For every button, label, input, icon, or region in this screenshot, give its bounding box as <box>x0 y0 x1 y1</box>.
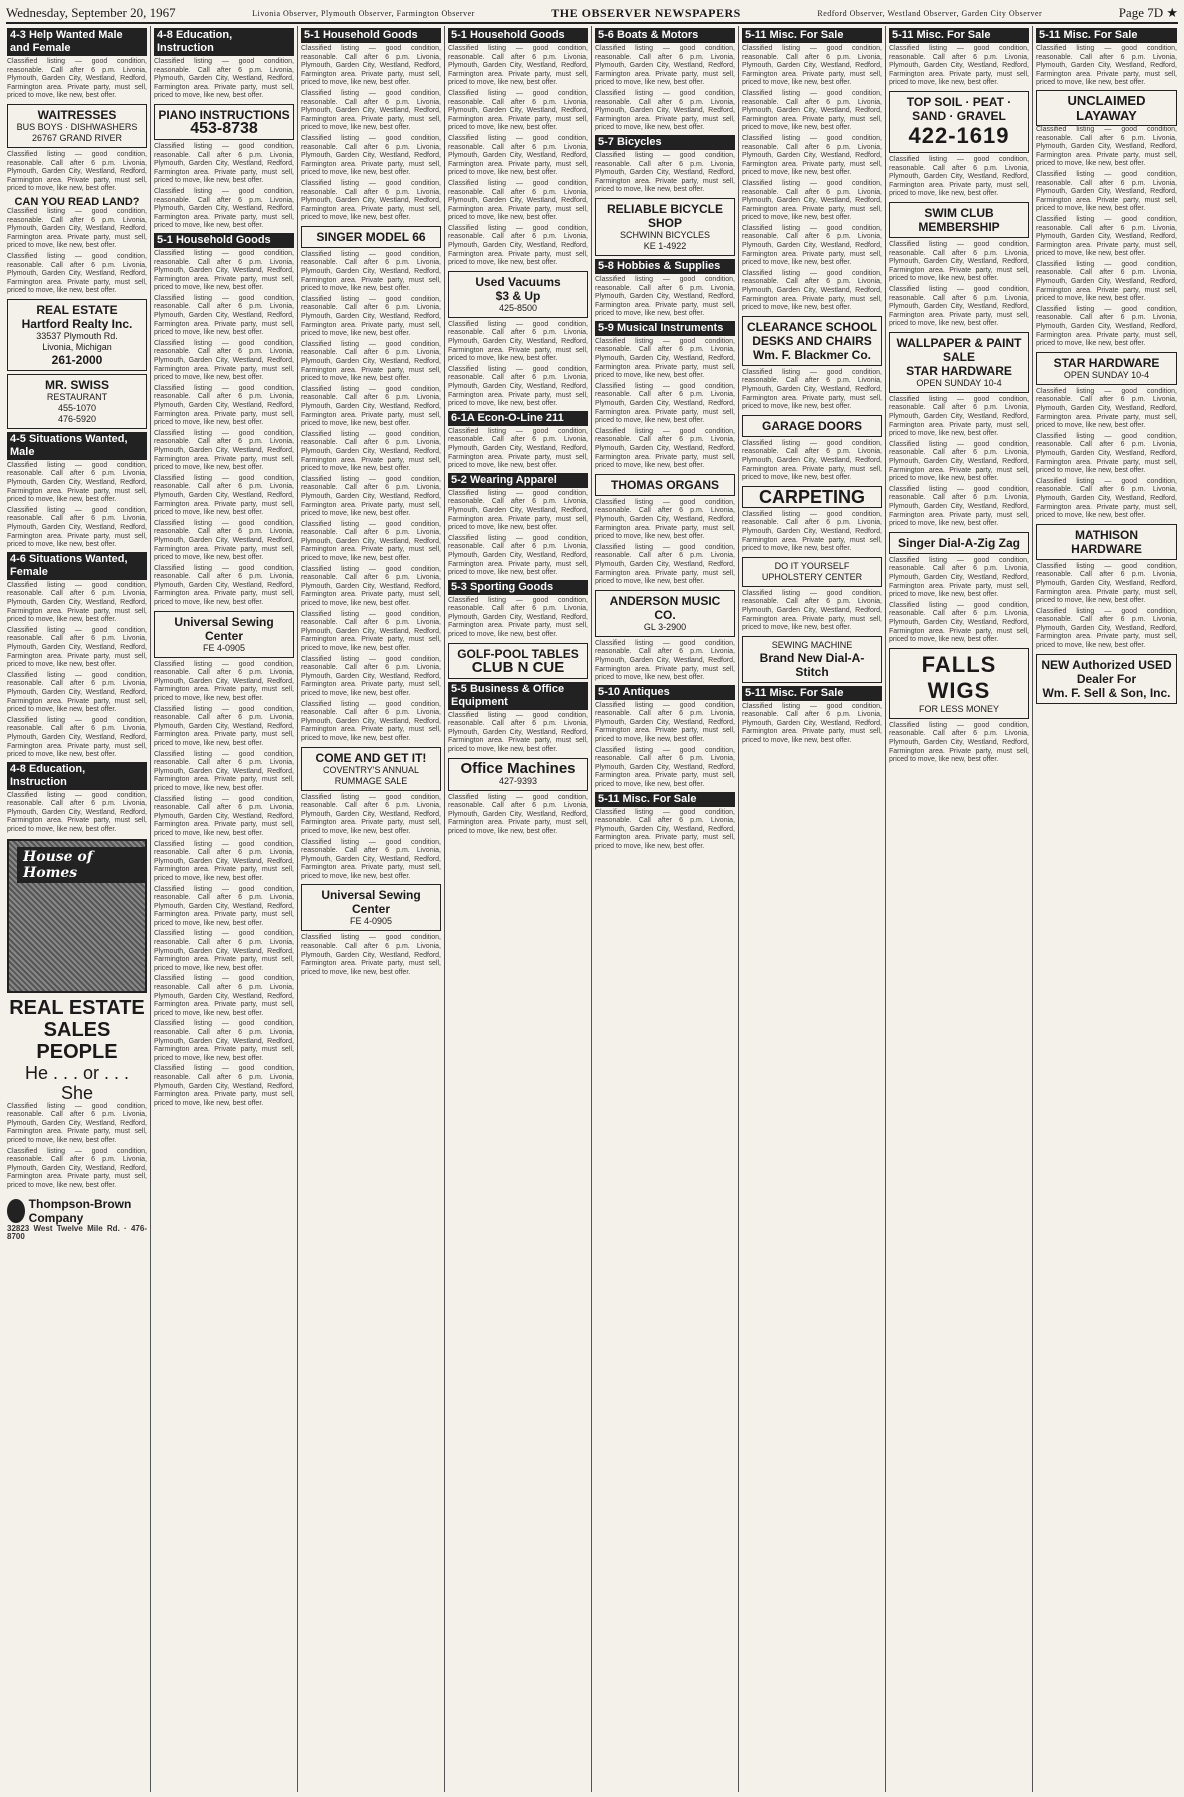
ad-company: Hartford Realty Inc. <box>21 316 133 331</box>
masthead-left-small: Livonia Observer, Plymouth Observer, Farmington Observer <box>252 8 475 18</box>
ad-text: Classified listing — good condition, reasonable. Call after 6 p.m. Livonia, Plymouth, Garden City, Westland, Redford, Farmington area. Private party, must sell, priced to move, like new, best offer. <box>595 498 735 541</box>
ad-text: Classified listing — good condition, reasonable. Call after 6 p.m. Livonia, Plymouth, Garden City, Westland, Redford, Farmington area. Private party, must sell, priced to move, like new, best offer. <box>1036 387 1177 430</box>
ad-text: Classified listing — good condition, reasonable. Call after 6 p.m. Livonia, Plymouth, Garden City, Westland, Redford, Farmington area. Private party, must sell, priced to move, like new, best offer. <box>7 252 147 295</box>
section-header: 5-5 Business & Office Equipment <box>448 682 588 710</box>
ad-title: ANDERSON MUSIC CO. <box>609 593 721 622</box>
falls-wigs-ad <box>889 648 1029 719</box>
ad-text: Classified listing — good condition, reasonable. Call after 6 p.m. Livonia, Plymouth, Garden City, Westland, Redford, Farmington area. Private party, must sell, priced to move, like new, best offer. <box>154 294 294 337</box>
ad-title: Universal Sewing Center <box>174 614 274 643</box>
ad-title: SALES PEOPLE <box>36 1018 118 1063</box>
ad-text: Classified listing — good condition, reasonable. Call after 6 p.m. Livonia, Plymouth, Garden City, Westland, Redford, Farmington area. Private party, must sell, priced to move, like new, best offer. <box>889 721 1029 764</box>
ad-text: Classified listing — good condition, reasonable. Call after 6 p.m. Livonia, Plymouth, Garden City, Westland, Redford, Farmington area. Private party, must sell, priced to move, like new, best offer. <box>742 269 882 312</box>
ad-title: NEW Authorized USED Dealer For <box>1041 657 1172 686</box>
section-header: 5-11 Misc. For Sale <box>595 792 735 807</box>
section-header: 5-1 Household Goods <box>448 28 588 43</box>
ad-text: Classified listing — good condition, reasonable. Call after 6 p.m. Livonia, Plymouth, Garden City, Westland, Redford, Farmington area. Private party, must sell, priced to move, like new, best offer. <box>154 384 294 427</box>
ad-phone: FE 4-0905 <box>202 642 246 653</box>
ad-title: COME AND GET IT! <box>315 750 427 765</box>
waitresses-ad <box>7 104 147 148</box>
ford-dealer-ad <box>1036 654 1177 704</box>
ad-text: Classified listing — good condition, reasonable. Call after 6 p.m. Livonia, Plymouth, Garden City, Westland, Redford, Farmington area. Private party, must sell, priced to move, like new, best offer. <box>154 1065 294 1107</box>
ad-text: Classified listing — good condition, reasonable. Call after 6 p.m. Livonia, Plymouth, Garden City, Westland, Redford, Farmington area. Private party, must sell, priced to move, like new, best offer. <box>1036 260 1177 303</box>
ad-title: CLEARANCE SCHOOL DESKS AND CHAIRS <box>746 319 877 348</box>
ad-text: Classified listing — good condition, reasonable. Call after 6 p.m. Livonia, Plymouth, Garden City, Westland, Redford, Farmington area. Private party, must sell, priced to move, like new, best offer. <box>301 340 441 383</box>
ad-text: Classified listing — good condition, reasonable. Call after 6 p.m. Livonia, Plymouth, Garden City, Westland, Redford, Farmington area. Private party, must sell, priced to move, like new, best offer. <box>7 1102 147 1145</box>
ad-text: Classified listing — good condition, reasonable. Call after 6 p.m. Livonia, Plymouth, Garden City, Westland, Redford, Farmington area. Private party, must sell, priced to move, like new, best offer. <box>595 701 735 744</box>
column-2 <box>151 26 298 1792</box>
ad-text: Classified listing — good condition, reasonable. Call after 6 p.m. Livonia, Plymouth, Garden City, Westland, Redford, Farmington area. Private party, must sell, priced to move, like new, best offer. <box>7 671 147 714</box>
ad-text: Classified listing — good condition, reasonable. Call after 6 p.m. Livonia, Plymouth, Garden City, Westland, Redford, Farmington area. Private party, must sell, priced to move, like new, best offer. <box>7 581 147 624</box>
ad-title: Used Vacuums <box>475 274 561 289</box>
ad-company: Wm. F. Sell & Son, Inc. <box>1042 685 1171 700</box>
ad-phone: 425-8500 <box>498 302 538 313</box>
ad-text: Classified listing — good condition, reasonable. Call after 6 p.m. Livonia, Plymouth, Garden City, Westland, Redford, Farmington area. Private party, must sell, priced to move, like new, best offer. <box>301 700 441 742</box>
ad-title: Universal Sewing Center <box>321 888 421 917</box>
ad-text: Classified listing — good condition, reasonable. Call after 6 p.m. Livonia, Plymouth, Garden City, Westland, Redford, Farmington area. Private party, must sell, priced to move, like new, best offer. <box>154 795 294 837</box>
thompson-brown-logo <box>7 1197 147 1225</box>
ad-text: Classified listing — good condition, reasonable. Call after 6 p.m. Livonia, Plymouth, Garden City, Westland, Redford, Farmington area. Private party, must sell, priced to move, like new, best offer. <box>448 427 588 470</box>
ad-title: STAR HARDWARE <box>1053 355 1160 370</box>
ad-subtitle: OPEN SUNDAY 10-4 <box>1063 369 1150 380</box>
ad-address: 26767 GRAND RIVER <box>31 132 123 143</box>
swim-club-ad <box>889 202 1029 238</box>
ad-text: Classified listing — good condition, reasonable. Call after 6 p.m. Livonia, Plymouth, Garden City, Westland, Redford, Farmington area. Private party, must sell, priced to move, like new, best offer. <box>742 134 882 177</box>
ad-text: Classified listing — good condition, reasonable. Call after 6 p.m. Livonia, Plymouth, Garden City, Westland, Redford, Farmington area. Private party, must sell, priced to move, like new, best offer. <box>595 382 735 425</box>
wallpaper-ad <box>889 332 1029 393</box>
ad-text: Classified listing — good condition, reasonable. Call after 6 p.m. Livonia, Plymouth, Garden City, Westland, Redford, Farmington area. Private party, must sell, priced to move, like new, best offer. <box>7 150 147 193</box>
ad-text: Classified listing — good condition, reasonable. Call after 6 p.m. Livonia, Plymouth, Garden City, Westland, Redford, Farmington area. Private party, must sell, priced to move, like new, best offer. <box>889 155 1029 198</box>
column-3 <box>298 26 445 1792</box>
ad-subtitle: OPEN SUNDAY 10-4 <box>916 377 1002 388</box>
ad-title: RELIABLE BICYCLE SHOP <box>606 201 723 230</box>
ad-price: $3 & Up <box>495 288 541 303</box>
ad-phone: KE 1-4922 <box>643 240 687 251</box>
office-machines-ad <box>448 758 588 791</box>
section-header: 5-1 Household Goods <box>154 233 294 248</box>
ad-text: Classified listing — good condition, reasonable. Call after 6 p.m. Livonia, Plymouth, Garden City, Westland, Redford, Farmington area. Private party, must sell, priced to move, like new, best offer. <box>1036 562 1177 605</box>
ad-text: Classified listing — good condition, reasonable. Call after 6 p.m. Livonia, Plymouth, Garden City, Westland, Redford, Farmington area. Private party, must sell, priced to move, like new, best offer. <box>889 45 1029 87</box>
ad-text: Classified listing — good condition, reasonable. Call after 6 p.m. Livonia, Plymouth, Garden City, Westland, Redford, Farmington area. Private party, must sell, priced to move, like new, best offer. <box>595 151 735 194</box>
ad-text: Classified listing — good condition, reasonable. Call after 6 p.m. Livonia, Plymouth, Garden City, Westland, Redford, Farmington area. Private party, must sell, priced to move, like new, best offer. <box>1036 215 1177 258</box>
column-6 <box>739 26 886 1792</box>
page-number: Page 7D ★ <box>1118 5 1178 20</box>
coventry-rummage-ad <box>301 747 441 791</box>
ad-text: Classified listing — good condition, reasonable. Call after 6 p.m. Livonia, Plymouth, Garden City, Westland, Redford, Farmington area. Private party, must sell, priced to move, like new, best offer. <box>595 275 735 318</box>
house-of-homes-photo <box>7 839 147 993</box>
garage-doors-ad <box>742 415 882 437</box>
tb-address: 32823 West Twelve Mile Rd. · 476-8700 <box>7 1223 147 1242</box>
ad-text: Classified listing — good condition, reasonable. Call after 6 p.m. Livonia, Plymouth, Garden City, Westland, Redford, Farmington area. Private party, must sell, priced to move, like new, best offer. <box>301 793 441 835</box>
masthead-title: THE OBSERVER NEWSPAPERS <box>551 5 741 20</box>
ad-text: Classified listing — good condition, reasonable. Call after 6 p.m. Livonia, Plymouth, Garden City, Westland, Redford, Farmington area. Private party, must sell, priced to move, like new, best offer. <box>7 626 147 669</box>
ad-company: STAR HARDWARE <box>906 363 1012 378</box>
top-soil-ad <box>889 91 1029 153</box>
ad-text: Classified listing — good condition, reasonable. Call after 6 p.m. Livonia, Plymouth, Garden City, Westland, Redford, Farmington area. Private party, must sell, priced to move, like new, best offer. <box>7 1147 147 1189</box>
ad-title: TOP SOIL · PEAT · SAND · GRAVEL <box>906 94 1012 123</box>
ad-title: WALLPAPER & PAINT SALE <box>896 335 1022 364</box>
ad-text: Classified listing — good condition, reasonable. Call after 6 p.m. Livonia, Plymouth, Garden City, Westland, Redford, Farmington area. Private party, must sell, priced to move, like new, best offer. <box>154 519 294 562</box>
ad-subtitle: FOR LESS MONEY <box>918 703 999 714</box>
sewing-center-ad <box>154 611 294 658</box>
section-header: 5-7 Bicycles <box>595 135 735 150</box>
section-header: 5-9 Musical Instruments <box>595 321 735 336</box>
masthead-right-small: Redford Observer, Westland Observer, Garden City Observer <box>817 8 1043 18</box>
section-header: 5-11 Misc. For Sale <box>1036 28 1177 43</box>
ad-text: Classified listing — good condition, reasonable. Call after 6 p.m. Livonia, Plymouth, Garden City, Westland, Redford, Farmington area. Private party, must sell, priced to move, like new, best offer. <box>742 224 882 267</box>
ad-text: Classified listing — good condition, reasonable. Call after 6 p.m. Livonia, Plymouth, Garden City, Westland, Redford, Farmington area. Private party, must sell, priced to move, like new, best offer. <box>448 179 588 222</box>
ad-text: Classified listing — good condition, reasonable. Call after 6 p.m. Livonia, Plymouth, Garden City, Westland, Redford, Farmington area. Private party, must sell, priced to move, like new, best offer. <box>301 45 441 87</box>
ad-text: Classified listing — good condition, reasonable. Call after 6 p.m. Livonia, Plymouth, Garden City, Westland, Redford, Farmington area. Private party, must sell, priced to move, like new, best offer. <box>595 89 735 132</box>
ad-phone: FE 4-0905 <box>349 916 393 927</box>
ad-title: SWIM CLUB MEMBERSHIP <box>918 205 1000 234</box>
section-header: 4-3 Help Wanted Male and Female <box>7 28 147 56</box>
ad-text: Classified listing — good condition, reasonable. Call after 6 p.m. Livonia, Plymouth, Garden City, Westland, Redford, Farmington area. Private party, must sell, priced to move, like new, best offer. <box>448 89 588 132</box>
column-1 <box>4 26 151 1792</box>
ad-text: Classified listing — good condition, reasonable. Call after 6 p.m. Livonia, Plymouth, Garden City, Westland, Redford, Farmington area. Private party, must sell, priced to move, like new, best offer. <box>154 249 294 292</box>
reliable-bicycle-ad <box>595 198 735 256</box>
ad-text: Classified listing — good condition, reasonable. Call after 6 p.m. Livonia, Plymouth, Garden City, Westland, Redford, Farmington area. Private party, must sell, priced to move, like new, best offer. <box>595 639 735 682</box>
ad-text: Classified listing — good condition, reasonable. Call after 6 p.m. Livonia, Plymouth, Garden City, Westland, Redford, Farmington area. Private party, must sell, priced to move, like new, best offer. <box>154 564 294 607</box>
ad-title: REAL ESTATE <box>9 996 145 1019</box>
ad-text: Classified listing — good condition, reasonable. Call after 6 p.m. Livonia, Plymouth, Garden City, Westland, Redford, Farmington area. Private party, must sell, priced to move, like new, best offer. <box>889 601 1029 644</box>
ad-title: THOMAS ORGANS <box>611 477 719 492</box>
ad-text: Classified listing — good condition, reasonable. Call after 6 p.m. Livonia, Plymouth, Garden City, Westland, Redford, Farmington area. Private party, must sell, priced to move, like new, best offer. <box>301 610 441 652</box>
tb-logo-icon <box>7 1199 25 1223</box>
ad-text: Classified listing — good condition, reasonable. Call after 6 p.m. Livonia, Plymouth, Garden City, Westland, Redford, Farmington area. Private party, must sell, priced to move, like new, best offer. <box>301 565 441 608</box>
ad-address: 33537 Plymouth Rd. <box>36 330 118 341</box>
ad-title: PIANO INSTRUCTIONS <box>158 107 290 122</box>
ad-title: GARAGE DOORS <box>761 418 862 433</box>
section-header: 6-1A Econ-O-Line 211 <box>448 411 588 426</box>
upholstery-ad <box>742 557 882 587</box>
ad-title: SEWING MACHINE <box>771 639 853 650</box>
ad-text: Classified listing — good condition, reasonable. Call after 6 p.m. Livonia, Plymouth, Garden City, Westland, Redford, Farmington area. Private party, must sell, priced to move, like new, best offer. <box>1036 45 1177 87</box>
ad-text: Classified listing — good condition, reasonable. Call after 6 p.m. Livonia, Plymouth, Garden City, Westland, Redford, Farmington area. Private party, must sell, priced to move, like new, best offer. <box>154 705 294 747</box>
ad-text: Classified listing — good condition, reasonable. Call after 6 p.m. Livonia, Plymouth, Garden City, Westland, Redford, Farmington area. Private party, must sell, priced to move, like new, best offer. <box>301 838 441 880</box>
ad-text: Classified listing — good condition, reasonable. Call after 6 p.m. Livonia, Plymouth, Garden City, Westland, Redford, Farmington area. Private party, must sell, priced to move, like new, best offer. <box>448 224 588 267</box>
ad-subtitle: RESTAURANT <box>46 391 108 402</box>
ad-phone: 422-1619 <box>908 122 1010 148</box>
ad-text: Classified listing — good condition, reasonable. Call after 6 p.m. Livonia, Plymouth, Garden City, Westland, Redford, Farmington area. Private party, must sell, priced to move, like new, best offer. <box>154 339 294 382</box>
ad-title: CARPETING <box>758 486 865 507</box>
ad-text: Classified listing — good condition, reasonable. Call after 6 p.m. Livonia, Plymouth, Garden City, Westland, Redford, Farmington area. Private party, must sell, priced to move, like new, best offer. <box>301 385 441 428</box>
section-header: 5-11 Misc. For Sale <box>742 28 882 43</box>
ad-text: Classified listing — good condition, reasonable. Call after 6 p.m. Livonia, Plymouth, Garden City, Westland, Redford, Farmington area. Private party, must sell, priced to move, like new, best offer. <box>301 89 441 132</box>
ad-text: Classified listing — good condition, reasonable. Call after 6 p.m. Livonia, Plymouth, Garden City, Westland, Redford, Farmington area. Private party, must sell, priced to move, like new, best offer. <box>742 179 882 222</box>
ad-title: Singer Dial-A-Zig Zag <box>897 535 1020 550</box>
ad-text: Classified listing — good condition, reasonable. Call after 6 p.m. Livonia, Plymouth, Garden City, Westland, Redford, Farmington area. Private party, must sell, priced to move, like new, best offer. <box>448 320 588 363</box>
ad-text: Classified listing — good condition, reasonable. Call after 6 p.m. Livonia, Plymouth, Garden City, Westland, Redford, Farmington area. Private party, must sell, priced to move, like new, best offer. <box>154 1020 294 1062</box>
ad-text: Classified listing — good condition, reasonable. Call after 6 p.m. Livonia, Plymouth, Garden City, Westland, Redford, Farmington area. Private party, must sell, priced to move, like new, best offer. <box>7 207 147 250</box>
ad-text: Classified listing — good condition, reasonable. Call after 6 p.m. Livonia, Plymouth, Garden City, Westland, Redford, Farmington area. Private party, must sell, priced to move, like new, best offer. <box>1036 305 1177 348</box>
ad-text: Classified listing — good condition, reasonable. Call after 6 p.m. Livonia, Plymouth, Garden City, Westland, Redford, Farmington area. Private party, must sell, priced to move, like new, best offer. <box>154 187 294 230</box>
ad-text: Classified listing — good condition, reasonable. Call after 6 p.m. Livonia, Plymouth, Garden City, Westland, Redford, Farmington area. Private party, must sell, priced to move, like new, best offer. <box>1036 607 1177 650</box>
masthead <box>6 4 1178 24</box>
ad-text: Classified listing — good condition, reasonable. Call after 6 p.m. Livonia, Plymouth, Garden City, Westland, Redford, Farmington area. Private party, must sell, priced to move, like new, best offer. <box>301 430 441 473</box>
ad-company: CLUB N CUE <box>471 658 565 676</box>
ad-text: Classified listing — good condition, reasonable. Call after 6 p.m. Livonia, Plymouth, Garden City, Westland, Redford, Farmington area. Private party, must sell, priced to move, like new, best offer. <box>301 295 441 338</box>
ad-text: Classified listing — good condition, reasonable. Call after 6 p.m. Livonia, Plymouth, Garden City, Westland, Redford, Farmington area. Private party, must sell, priced to move, like new, best offer. <box>595 45 735 87</box>
section-header: 5-1 Household Goods <box>301 28 441 43</box>
section-header: 5-2 Wearing Apparel <box>448 473 588 488</box>
ad-text: Classified listing — good condition, reasonable. Call after 6 p.m. Livonia, Plymouth, Garden City, Westland, Redford, Farmington area. Private party, must sell, priced to move, like new, best offer. <box>301 179 441 222</box>
ad-title: MATHISON HARDWARE <box>1071 527 1142 556</box>
ad-text: Classified listing — good condition, reasonable. Call after 6 p.m. Livonia, Plymouth, Garden City, Westland, Redford, Farmington area. Private party, must sell, priced to move, like new, best offer. <box>7 58 147 100</box>
used-vacuums-ad <box>448 271 588 318</box>
ad-text: Classified listing — good condition, reasonable. Call after 6 p.m. Livonia, Plymouth, Garden City, Westland, Redford, Farmington area. Private party, must sell, priced to move, like new, best offer. <box>154 474 294 517</box>
ad-text: Classified listing — good condition, reasonable. Call after 6 p.m. Livonia, Plymouth, Garden City, Westland, Redford, Farmington area. Private party, must sell, priced to move, like new, best offer. <box>7 506 147 549</box>
section-header: 4-8 Education, Instruction <box>154 28 294 56</box>
ad-subtitle: COVENTRY'S ANNUAL RUMMAGE SALE <box>322 764 420 786</box>
column-7 <box>886 26 1033 1792</box>
ad-text: Classified listing — good condition, reasonable. Call after 6 p.m. Livonia, Plymouth, Garden City, Westland, Redford, Farmington area. Private party, must sell, priced to move, like new, best offer. <box>742 702 882 745</box>
piano-instructions-ad <box>154 104 294 140</box>
ad-title: WAITRESSES <box>37 107 117 122</box>
ad-text: Classified listing — good condition, reasonable. Call after 6 p.m. Livonia, Plymouth, Garden City, Westland, Redford, Farmington area. Private party, must sell, priced to move, like new, best offer. <box>742 368 882 411</box>
section-header: 5-6 Boats & Motors <box>595 28 735 43</box>
ad-title: MR. SWISS <box>44 377 109 392</box>
ad-text: Classified listing — good condition, reasonable. Call after 6 p.m. Livonia, Plymouth, Garden City, Westland, Redford, Farmington area. Private party, must sell, priced to move, like new, best offer. <box>7 716 147 759</box>
ad-phone: 261-2000 <box>51 352 103 367</box>
ad-text: Classified listing — good condition, reasonable. Call after 6 p.m. Livonia, Plymouth, Garden City, Westland, Redford, Farmington area. Private party, must sell, priced to move, like new, best offer. <box>154 930 294 972</box>
ad-text: Classified listing — good condition, reasonable. Call after 6 p.m. Livonia, Plymouth, Garden City, Westland, Redford, Farmington area. Private party, must sell, priced to move, like new, best offer. <box>742 439 882 482</box>
ad-text: Classified listing — good condition, reasonable. Call after 6 p.m. Livonia, Plymouth, Garden City, Westland, Redford, Farmington area. Private party, must sell, priced to move, like new, best offer. <box>889 440 1029 483</box>
ad-text: Classified listing — good condition, reasonable. Call after 6 p.m. Livonia, Plymouth, Garden City, Westland, Redford, Farmington area. Private party, must sell, priced to move, like new, best offer. <box>742 510 882 553</box>
ad-company: Wm. F. Blackmer Co. <box>752 347 872 362</box>
ad-phone: 455-1070 <box>57 402 97 413</box>
ad-title: DO IT YOURSELF UPHOLSTERY CENTER <box>761 560 863 582</box>
ad-phone: GL 3-2900 <box>643 621 687 632</box>
ad-text: Classified listing — good condition, reasonable. Call after 6 p.m. Livonia, Plymouth, Garden City, Westland, Redford, Farmington area. Private party, must sell, priced to move, like new, best offer. <box>742 89 882 132</box>
ad-text: Classified listing — good condition, reasonable. Call after 6 p.m. Livonia, Plymouth, Garden City, Westland, Redford, Farmington area. Private party, must sell, priced to move, like new, best offer. <box>154 840 294 882</box>
ad-text: Classified listing — good condition, reasonable. Call after 6 p.m. Livonia, Plymouth, Garden City, Westland, Redford, Farmington area. Private party, must sell, priced to move, like new, best offer. <box>889 556 1029 599</box>
ad-title: CAN YOU READ LAND? <box>14 195 140 208</box>
mathison-hardware-ad <box>1036 524 1177 560</box>
sewing-machine-ad <box>742 636 882 683</box>
hartford-realty-ad <box>7 299 147 371</box>
ad-text: Classified listing — good condition, reasonable. Call after 6 p.m. Livonia, Plymouth, Garden City, Westland, Redford, Farmington area. Private party, must sell, priced to move, like new, best offer. <box>7 461 147 504</box>
ad-text: Classified listing — good condition, reasonable. Call after 6 p.m. Livonia, Plymouth, Garden City, Westland, Redford, Farmington area. Private party, must sell, priced to move, like new, best offer. <box>889 485 1029 528</box>
ad-text: Classified listing — good condition, reasonable. Call after 6 p.m. Livonia, Plymouth, Garden City, Westland, Redford, Farmington area. Private party, must sell, priced to move, like new, best offer. <box>742 589 882 632</box>
section-header: 4-6 Situations Wanted, Female <box>7 552 147 580</box>
section-header: 5-3 Sporting Goods <box>448 580 588 595</box>
swiss-restaurant-ad <box>7 374 147 429</box>
ad-text: Classified listing — good condition, reasonable. Call after 6 p.m. Livonia, Plymouth, Garden City, Westland, Redford, Farmington area. Private party, must sell, priced to move, like new, best offer. <box>1036 125 1177 168</box>
ad-text: Classified listing — good condition, reasonable. Call after 6 p.m. Livonia, Plymouth, Garden City, Westland, Redford, Farmington area. Private party, must sell, priced to move, like new, best offer. <box>301 934 441 976</box>
ad-subtitle: He . . . or . . . She <box>24 1062 130 1103</box>
ad-phone: 476-5920 <box>57 413 97 424</box>
section-header: 5-10 Antiques <box>595 685 735 700</box>
column-5 <box>592 26 739 1792</box>
ad-subtitle: Brand New Dial-A-Stitch <box>759 650 865 679</box>
house-of-homes-logo: House of Homes <box>17 847 145 883</box>
ad-text: Classified listing — good condition, reasonable. Call after 6 p.m. Livonia, Plymouth, Garden City, Westland, Redford, Farmington area. Private party, must sell, priced to move, like new, best offer. <box>448 596 588 639</box>
ad-text: Classified listing — good condition, reasonable. Call after 6 p.m. Livonia, Plymouth, Garden City, Westland, Redford, Farmington area. Private party, must sell, priced to move, like new, best offer. <box>301 520 441 563</box>
ad-text: Classified listing — good condition, reasonable. Call after 6 p.m. Livonia, Plymouth, Garden City, Westland, Redford, Farmington area. Private party, must sell, priced to move, like new, best offer. <box>742 45 882 87</box>
ad-text: Classified listing — good condition, reasonable. Call after 6 p.m. Livonia, Plymouth, Garden City, Westland, Redford, Farmington area. Private party, must sell, priced to move, like new, best offer. <box>889 395 1029 438</box>
section-header: 5-11 Misc. For Sale <box>742 686 882 701</box>
ad-text: Classified listing — good condition, reasonable. Call after 6 p.m. Livonia, Plymouth, Garden City, Westland, Redford, Farmington area. Private party, must sell, priced to move, like new, best offer. <box>154 750 294 792</box>
ad-subtitle: SCHWINN BICYCLES <box>619 229 710 240</box>
section-header: 4-5 Situations Wanted, Male <box>7 432 147 460</box>
ad-text: Classified listing — good condition, reasonable. Call after 6 p.m. Livonia, Plymouth, Garden City, Westland, Redford, Farmington area. Private party, must sell, priced to move, like new, best offer. <box>448 793 588 835</box>
carpeting-ad <box>742 486 882 508</box>
ad-city: Livonia, Michigan <box>42 341 112 352</box>
ad-text: Classified listing — good condition, reasonable. Call after 6 p.m. Livonia, Plymouth, Garden City, Westland, Redford, Farmington area. Private party, must sell, priced to move, like new, best offer. <box>301 475 441 518</box>
section-header: 5-8 Hobbies & Supplies <box>595 259 735 274</box>
ad-text: Classified listing — good condition, reasonable. Call after 6 p.m. Livonia, Plymouth, Garden City, Westland, Redford, Farmington area. Private party, must sell, priced to move, like new, best offer. <box>448 365 588 408</box>
ad-text: Classified listing — good condition, reasonable. Call after 6 p.m. Livonia, Plymouth, Garden City, Westland, Redford, Farmington area. Private party, must sell, priced to move, like new, best offer. <box>448 711 588 754</box>
section-header: 4-8 Education, Instruction <box>7 762 147 790</box>
star-hardware-ad <box>1036 352 1177 385</box>
ad-phone: 453-8738 <box>190 119 258 137</box>
singer-model-66-ad <box>301 226 441 248</box>
ad-text: Classified listing — good condition, reasonable. Call after 6 p.m. Livonia, Plymouth, Garden City, Westland, Redford, Farmington area. Private party, must sell, priced to move, like new, best offer. <box>154 660 294 703</box>
ad-title: FALLS WIGS <box>921 651 997 703</box>
ad-text: Classified listing — good condition, reasonable. Call after 6 p.m. Livonia, Plymouth, Garden City, Westland, Redford, Farmington area. Private party, must sell, priced to move, like new, best offer. <box>595 746 735 789</box>
ad-text: Classified listing — good condition, reasonable. Call after 6 p.m. Livonia, Plymouth, Garden City, Westland, Redford, Farmington area. Private party, must sell, priced to move, like new, best offer. <box>889 285 1029 328</box>
ad-text: Classified listing — good condition, reasonable. Call after 6 p.m. Livonia, Plymouth, Garden City, Westland, Redford, Farmington area. Private party, must sell, priced to move, like new, best offer. <box>7 791 147 834</box>
school-desks-ad <box>742 316 882 366</box>
layaway-title: UNCLAIMED LAYAWAY <box>1036 90 1177 126</box>
ad-text: Classified listing — good condition, reasonable. Call after 6 p.m. Livonia, Plymouth, Garden City, Westland, Redford, Farmington area. Private party, must sell, priced to move, like new, best offer. <box>1036 477 1177 520</box>
ad-text: Classified listing — good condition, reasonable. Call after 6 p.m. Livonia, Plymouth, Garden City, Westland, Redford, Farmington area. Private party, must sell, priced to move, like new, best offer. <box>889 240 1029 283</box>
singer-zigzag-ad <box>889 532 1029 554</box>
issue-date: Wednesday, September 20, 1967 <box>6 5 176 20</box>
thomas-organs-ad <box>595 474 735 496</box>
ad-subtitle: BUS BOYS · DISHWASHERS <box>16 121 138 132</box>
golf-pool-ad <box>448 643 588 679</box>
ad-text: Classified listing — good condition, reasonable. Call after 6 p.m. Livonia, Plymouth, Garden City, Westland, Redford, Farmington area. Private party, must sell, priced to move, like new, best offer. <box>301 134 441 177</box>
column-4 <box>445 26 592 1792</box>
real-estate-sales-ad <box>7 997 147 1103</box>
ad-text: Classified listing — good condition, reasonable. Call after 6 p.m. Livonia, Plymouth, Garden City, Westland, Redford, Farmington area. Private party, must sell, priced to move, like new, best offer. <box>154 142 294 185</box>
classified-columns <box>4 26 1180 1792</box>
ad-title: GOLF-POOL TABLES <box>457 646 579 661</box>
ad-title: REAL ESTATE <box>36 302 118 317</box>
ad-text: Classified listing — good condition, reasonable. Call after 6 p.m. Livonia, Plymouth, Garden City, Westland, Redford, Farmington area. Private party, must sell, priced to move, like new, best offer. <box>448 534 588 577</box>
ad-text: Classified listing — good condition, reasonable. Call after 6 p.m. Livonia, Plymouth, Garden City, Westland, Redford, Farmington area. Private party, must sell, priced to move, like new, best offer. <box>448 489 588 532</box>
ad-text: Classified listing — good condition, reasonable. Call after 6 p.m. Livonia, Plymouth, Garden City, Westland, Redford, Farmington area. Private party, must sell, priced to move, like new, best offer. <box>595 427 735 470</box>
sewing-center-ad <box>301 884 441 931</box>
ad-title: SINGER MODEL 66 <box>316 229 426 244</box>
tb-name: Thompson-Brown Company <box>28 1196 132 1225</box>
ad-text: Classified listing — good condition, reasonable. Call after 6 p.m. Livonia, Plymouth, Garden City, Westland, Redford, Farmington area. Private party, must sell, priced to move, like new, best offer. <box>154 58 294 100</box>
ad-text: Classified listing — good condition, reasonable. Call after 6 p.m. Livonia, Plymouth, Garden City, Westland, Redford, Farmington area. Private party, must sell, priced to move, like new, best offer. <box>301 655 441 697</box>
ad-text: Classified listing — good condition, reasonable. Call after 6 p.m. Livonia, Plymouth, Garden City, Westland, Redford, Farmington area. Private party, must sell, priced to move, like new, best offer. <box>595 808 735 850</box>
ad-text: Classified listing — good condition, reasonable. Call after 6 p.m. Livonia, Plymouth, Garden City, Westland, Redford, Farmington area. Private party, must sell, priced to move, like new, best offer. <box>154 885 294 927</box>
ad-phone: 427-9393 <box>498 775 538 786</box>
ad-text: Classified listing — good condition, reasonable. Call after 6 p.m. Livonia, Plymouth, Garden City, Westland, Redford, Farmington area. Private party, must sell, priced to move, like new, best offer. <box>154 429 294 472</box>
ad-text: Classified listing — good condition, reasonable. Call after 6 p.m. Livonia, Plymouth, Garden City, Westland, Redford, Farmington area. Private party, must sell, priced to move, like new, best offer. <box>448 45 588 87</box>
ad-text: Classified listing — good condition, reasonable. Call after 6 p.m. Livonia, Plymouth, Garden City, Westland, Redford, Farmington area. Private party, must sell, priced to move, like new, best offer. <box>448 134 588 177</box>
column-8 <box>1033 26 1180 1792</box>
ad-text: Classified listing — good condition, reasonable. Call after 6 p.m. Livonia, Plymouth, Garden City, Westland, Redford, Farmington area. Private party, must sell, priced to move, like new, best offer. <box>1036 432 1177 475</box>
ad-text: Classified listing — good condition, reasonable. Call after 6 p.m. Livonia, Plymouth, Garden City, Westland, Redford, Farmington area. Private party, must sell, priced to move, like new, best offer. <box>154 975 294 1017</box>
section-header: 5-11 Misc. For Sale <box>889 28 1029 43</box>
ad-text: Classified listing — good condition, reasonable. Call after 6 p.m. Livonia, Plymouth, Garden City, Westland, Redford, Farmington area. Private party, must sell, priced to move, like new, best offer. <box>595 337 735 380</box>
ad-text: Classified listing — good condition, reasonable. Call after 6 p.m. Livonia, Plymouth, Garden City, Westland, Redford, Farmington area. Private party, must sell, priced to move, like new, best offer. <box>1036 170 1177 213</box>
ad-title: Office Machines <box>460 759 576 777</box>
anderson-music-ad <box>595 590 735 637</box>
ad-text: Classified listing — good condition, reasonable. Call after 6 p.m. Livonia, Plymouth, Garden City, Westland, Redford, Farmington area. Private party, must sell, priced to move, like new, best offer. <box>301 250 441 293</box>
ad-text: Classified listing — good condition, reasonable. Call after 6 p.m. Livonia, Plymouth, Garden City, Westland, Redford, Farmington area. Private party, must sell, priced to move, like new, best offer. <box>595 543 735 586</box>
